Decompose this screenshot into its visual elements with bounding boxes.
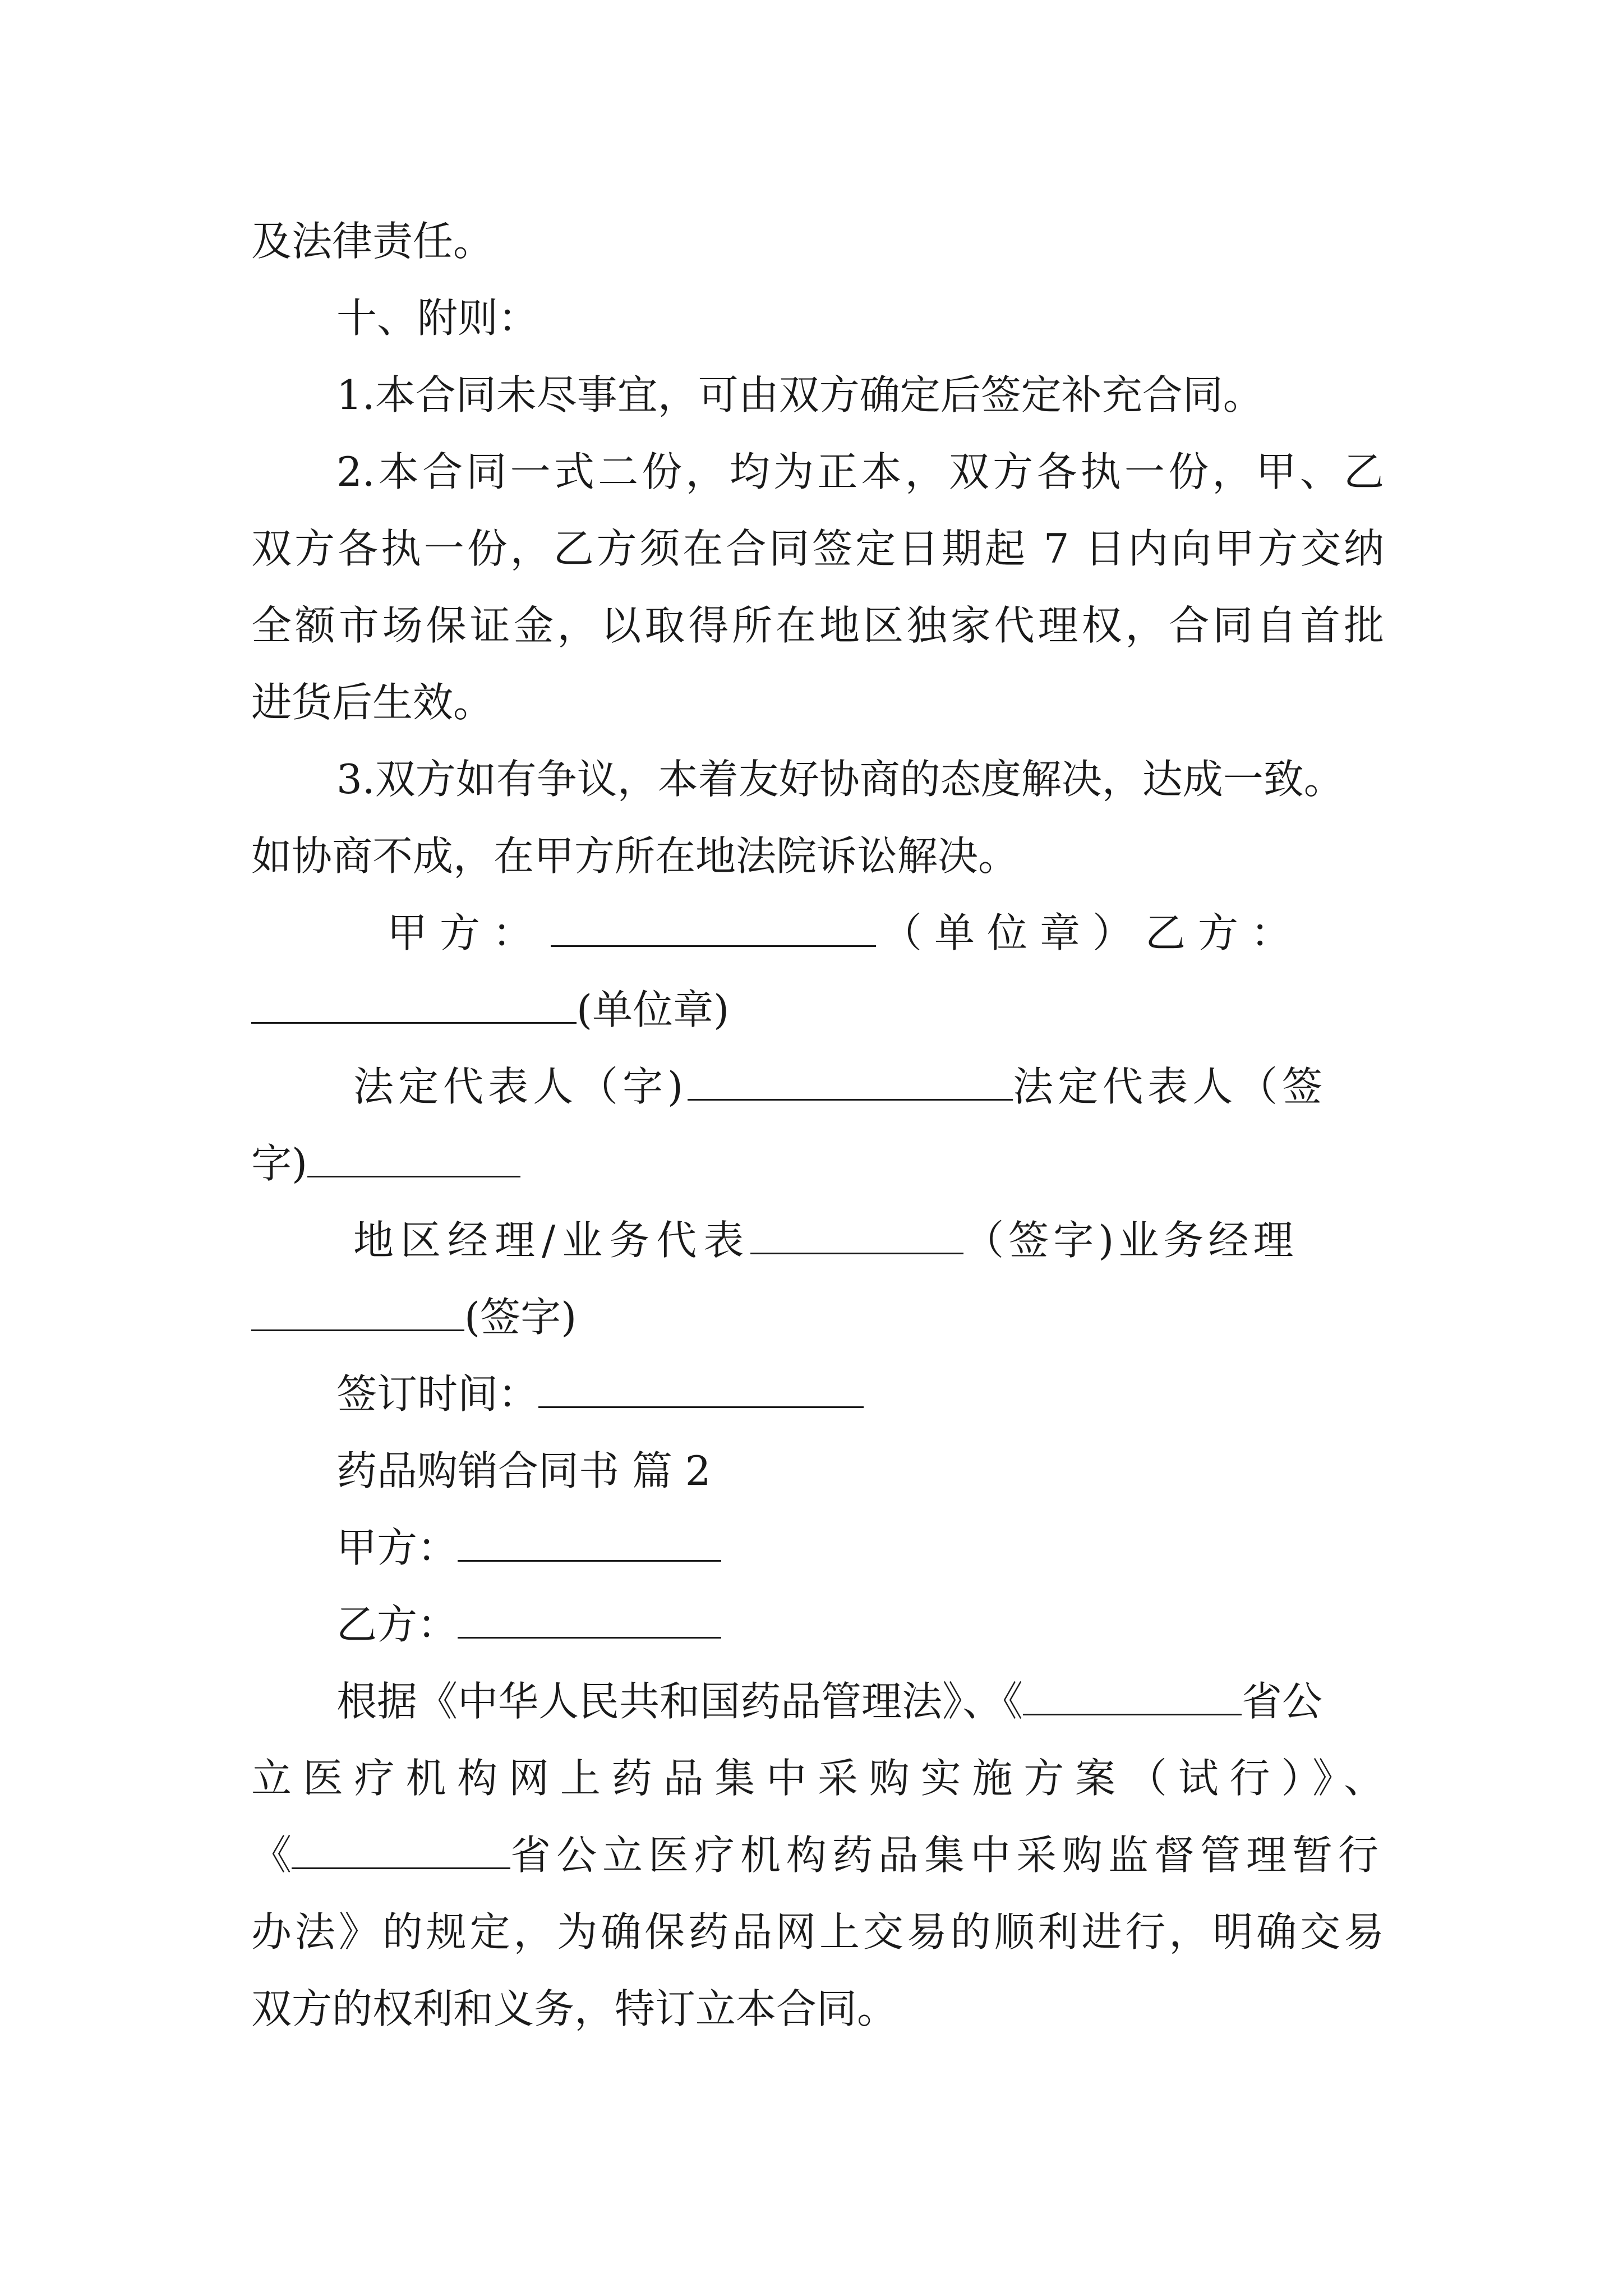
province-blank-1 (1023, 1673, 1242, 1715)
clause-1: 1.本合同未尽事宜，可由双方确定后签定补充合同。 (336, 371, 1264, 418)
section-title-part-2: 药品购销合同书 篇 2 (336, 1447, 711, 1494)
preamble-line-1: 根据《中华人民共和国药品管理法》、《 省公 (336, 1673, 1384, 1729)
signing-date-line: 签订时间： (336, 1366, 1384, 1422)
legal-rep-b-blank (307, 1135, 520, 1177)
business-manager-blank (251, 1289, 464, 1331)
province-blank-2 (292, 1827, 510, 1869)
legal-rep-line: 法定代表人（字) 法定代表人（签 (353, 1059, 1384, 1115)
signing-date-blank (538, 1366, 864, 1408)
party-a-field: 甲方： (336, 1520, 1384, 1576)
section-heading-appendix: 十、附则： (336, 295, 539, 342)
party-a-name-blank (458, 1520, 721, 1562)
signature-party-a-line: 甲方： （单位章）乙方： (387, 905, 1384, 961)
preamble-line-2: 立医疗机构网上药品集中采购实施方案（试行）》、 (251, 1755, 1384, 1802)
clause-2-line-4: 进货后生效。 (251, 679, 494, 726)
preamble-line-3: 《 省公立医疗机构药品集中采购监督管理暂行 (251, 1827, 1384, 1883)
regional-manager-blank (750, 1212, 963, 1254)
clause-3-line-2: 如协商不成，在甲方所在地法院诉讼解决。 (251, 832, 1019, 880)
business-manager-line: (签字) (251, 1289, 1384, 1345)
clause-2-line-2: 双方各执一份，乙方须在合同签定日期起 7 日内向甲方交纳 (251, 525, 1384, 572)
signature-party-b-line: (单位章) (251, 982, 1384, 1038)
paragraph-line: 及法律责任。 (251, 218, 494, 265)
party-b-name-blank (458, 1596, 721, 1639)
regional-manager-line: 地区经理/业务代表 （签字)业务经理 (353, 1212, 1384, 1268)
legal-rep-continued: 字) (251, 1135, 1384, 1191)
clause-2-line-3: 全额市场保证金，以取得所在地区独家代理权，合同自首批 (251, 602, 1384, 649)
clause-2-line-1: 2.本合同一式二份，均为正本，双方各执一份，甲、乙 (336, 448, 1384, 495)
party-b-field: 乙方： (336, 1596, 1384, 1653)
legal-rep-a-blank (688, 1059, 1013, 1101)
party-a-blank (551, 905, 876, 947)
preamble-line-5: 双方的权利和义务，特订立本合同。 (251, 1985, 898, 2032)
preamble-line-4: 办法》的规定，为确保药品网上交易的顺利进行，明确交易 (251, 1908, 1384, 1955)
clause-3-line-1: 3.双方如有争议，本着友好协商的态度解决，达成一致。 (336, 756, 1344, 803)
party-b-blank (251, 982, 577, 1024)
